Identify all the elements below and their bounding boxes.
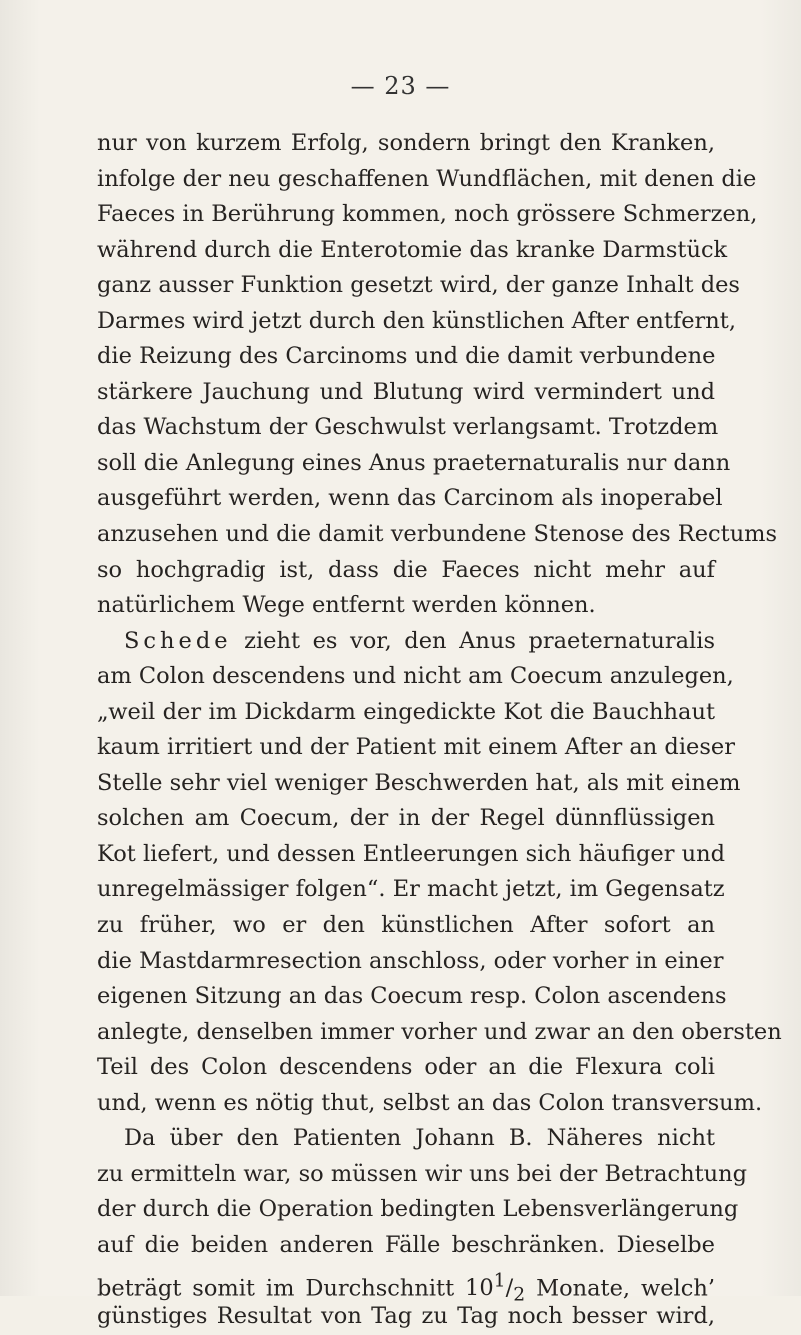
text-line: Stelle sehr viel weniger Beschwerden hat, als mit einem <box>97 769 741 796</box>
text-line: nur von kurzem Erfolg, sondern bringt den Kranken, <box>97 130 715 156</box>
text-line: günstiges Resultat von Tag zu Tag noch besser wird, <box>97 1303 715 1330</box>
text-line: zu früher, wo er den künstlichen After sofort an <box>97 912 715 939</box>
text-line: ganz ausser Funktion gesetzt wird, der ganze Inhalt des <box>97 272 740 299</box>
text-line: Faeces in Berührung kommen, noch grössere Schmerzen, <box>97 201 758 228</box>
text-line: solchen am Coecum, der in der Regel dünnflüssigen <box>97 805 715 832</box>
fraction: $10^1/_2$ <box>465 1270 526 1306</box>
author-name: Schede <box>124 627 232 654</box>
text-line: kaum irritiert und der Patient mit einem After an dieser <box>97 734 735 761</box>
text-line: Da über den Patienten Johann B. Näheres nicht <box>124 1125 715 1152</box>
text-line: Teil des Colon descendens oder an die Flexura coli <box>97 1054 715 1081</box>
text-line: am Colon descendens und nicht am Coecum anzulegen, <box>97 663 734 690</box>
text-line: ausgeführt werden, wenn das Carcinom als inoperabel <box>97 485 723 512</box>
page-number: — 23 — <box>350 72 451 100</box>
text-line: „weil der im Dickdarm eingedickte Kot die Bauchhaut <box>97 698 715 725</box>
text-line: infolge der neu geschaffenen Wundflächen, mit denen die <box>97 165 757 192</box>
text-line: soll die Anlegung eines Anus praeternaturalis nur dann <box>97 449 731 476</box>
text-fragment: Monate, welch’ <box>536 1275 715 1301</box>
text-line: während durch die Enterotomie das kranke Darmstück <box>97 236 728 263</box>
text-line: so hochgradig ist, dass die Faeces nicht mehr auf <box>97 556 715 583</box>
text-line: das Wachstum der Geschwulst verlangsamt. Trotzdem <box>97 414 719 441</box>
text-fragment: zieht es vor, den Anus praeternaturalis <box>244 627 715 654</box>
text-fragment: beträgt somit im Durchschnitt <box>97 1275 455 1301</box>
text-line: die Reizung des Carcinoms und die damit verbundene <box>97 343 716 370</box>
text-line-with-name <box>97 624 715 660</box>
text-line: der durch die Operation bedingten Lebensverlängerung <box>97 1196 739 1223</box>
text-line: und, wenn es nötig thut, selbst an das Colon transversum. <box>97 1089 763 1116</box>
text-line: anzusehen und die damit verbundene Stenose des Rectums <box>97 521 778 548</box>
text-line: die Mastdarmresection anschloss, oder vorher in einer <box>97 947 724 974</box>
text-line: Darmes wird jetzt durch den künstlichen After entfernt, <box>97 307 736 334</box>
text-line-with-fraction <box>97 1264 715 1306</box>
body-text <box>97 126 782 1335</box>
text-line: unregelmässiger folgen“. Er macht jetzt, im Gegensatz <box>97 876 725 903</box>
text-line: Kot liefert, und dessen Entleerungen sich häufiger und <box>97 840 725 867</box>
text-line: auf die beiden anderen Fälle beschränken. Dieselbe <box>97 1231 715 1258</box>
text-line: natürlichem Wege entfernt werden können. <box>97 592 596 619</box>
text-line: eigenen Sitzung an das Coecum resp. Colon ascendens <box>97 983 727 1010</box>
text-line: anlegte, denselben immer vorher und zwar an den obersten <box>97 1018 782 1045</box>
text-line: zu ermitteln war, so müssen wir uns bei der Betrachtung <box>97 1160 748 1187</box>
text-line: stärkere Jauchung und Blutung wird vermindert und <box>97 378 715 405</box>
